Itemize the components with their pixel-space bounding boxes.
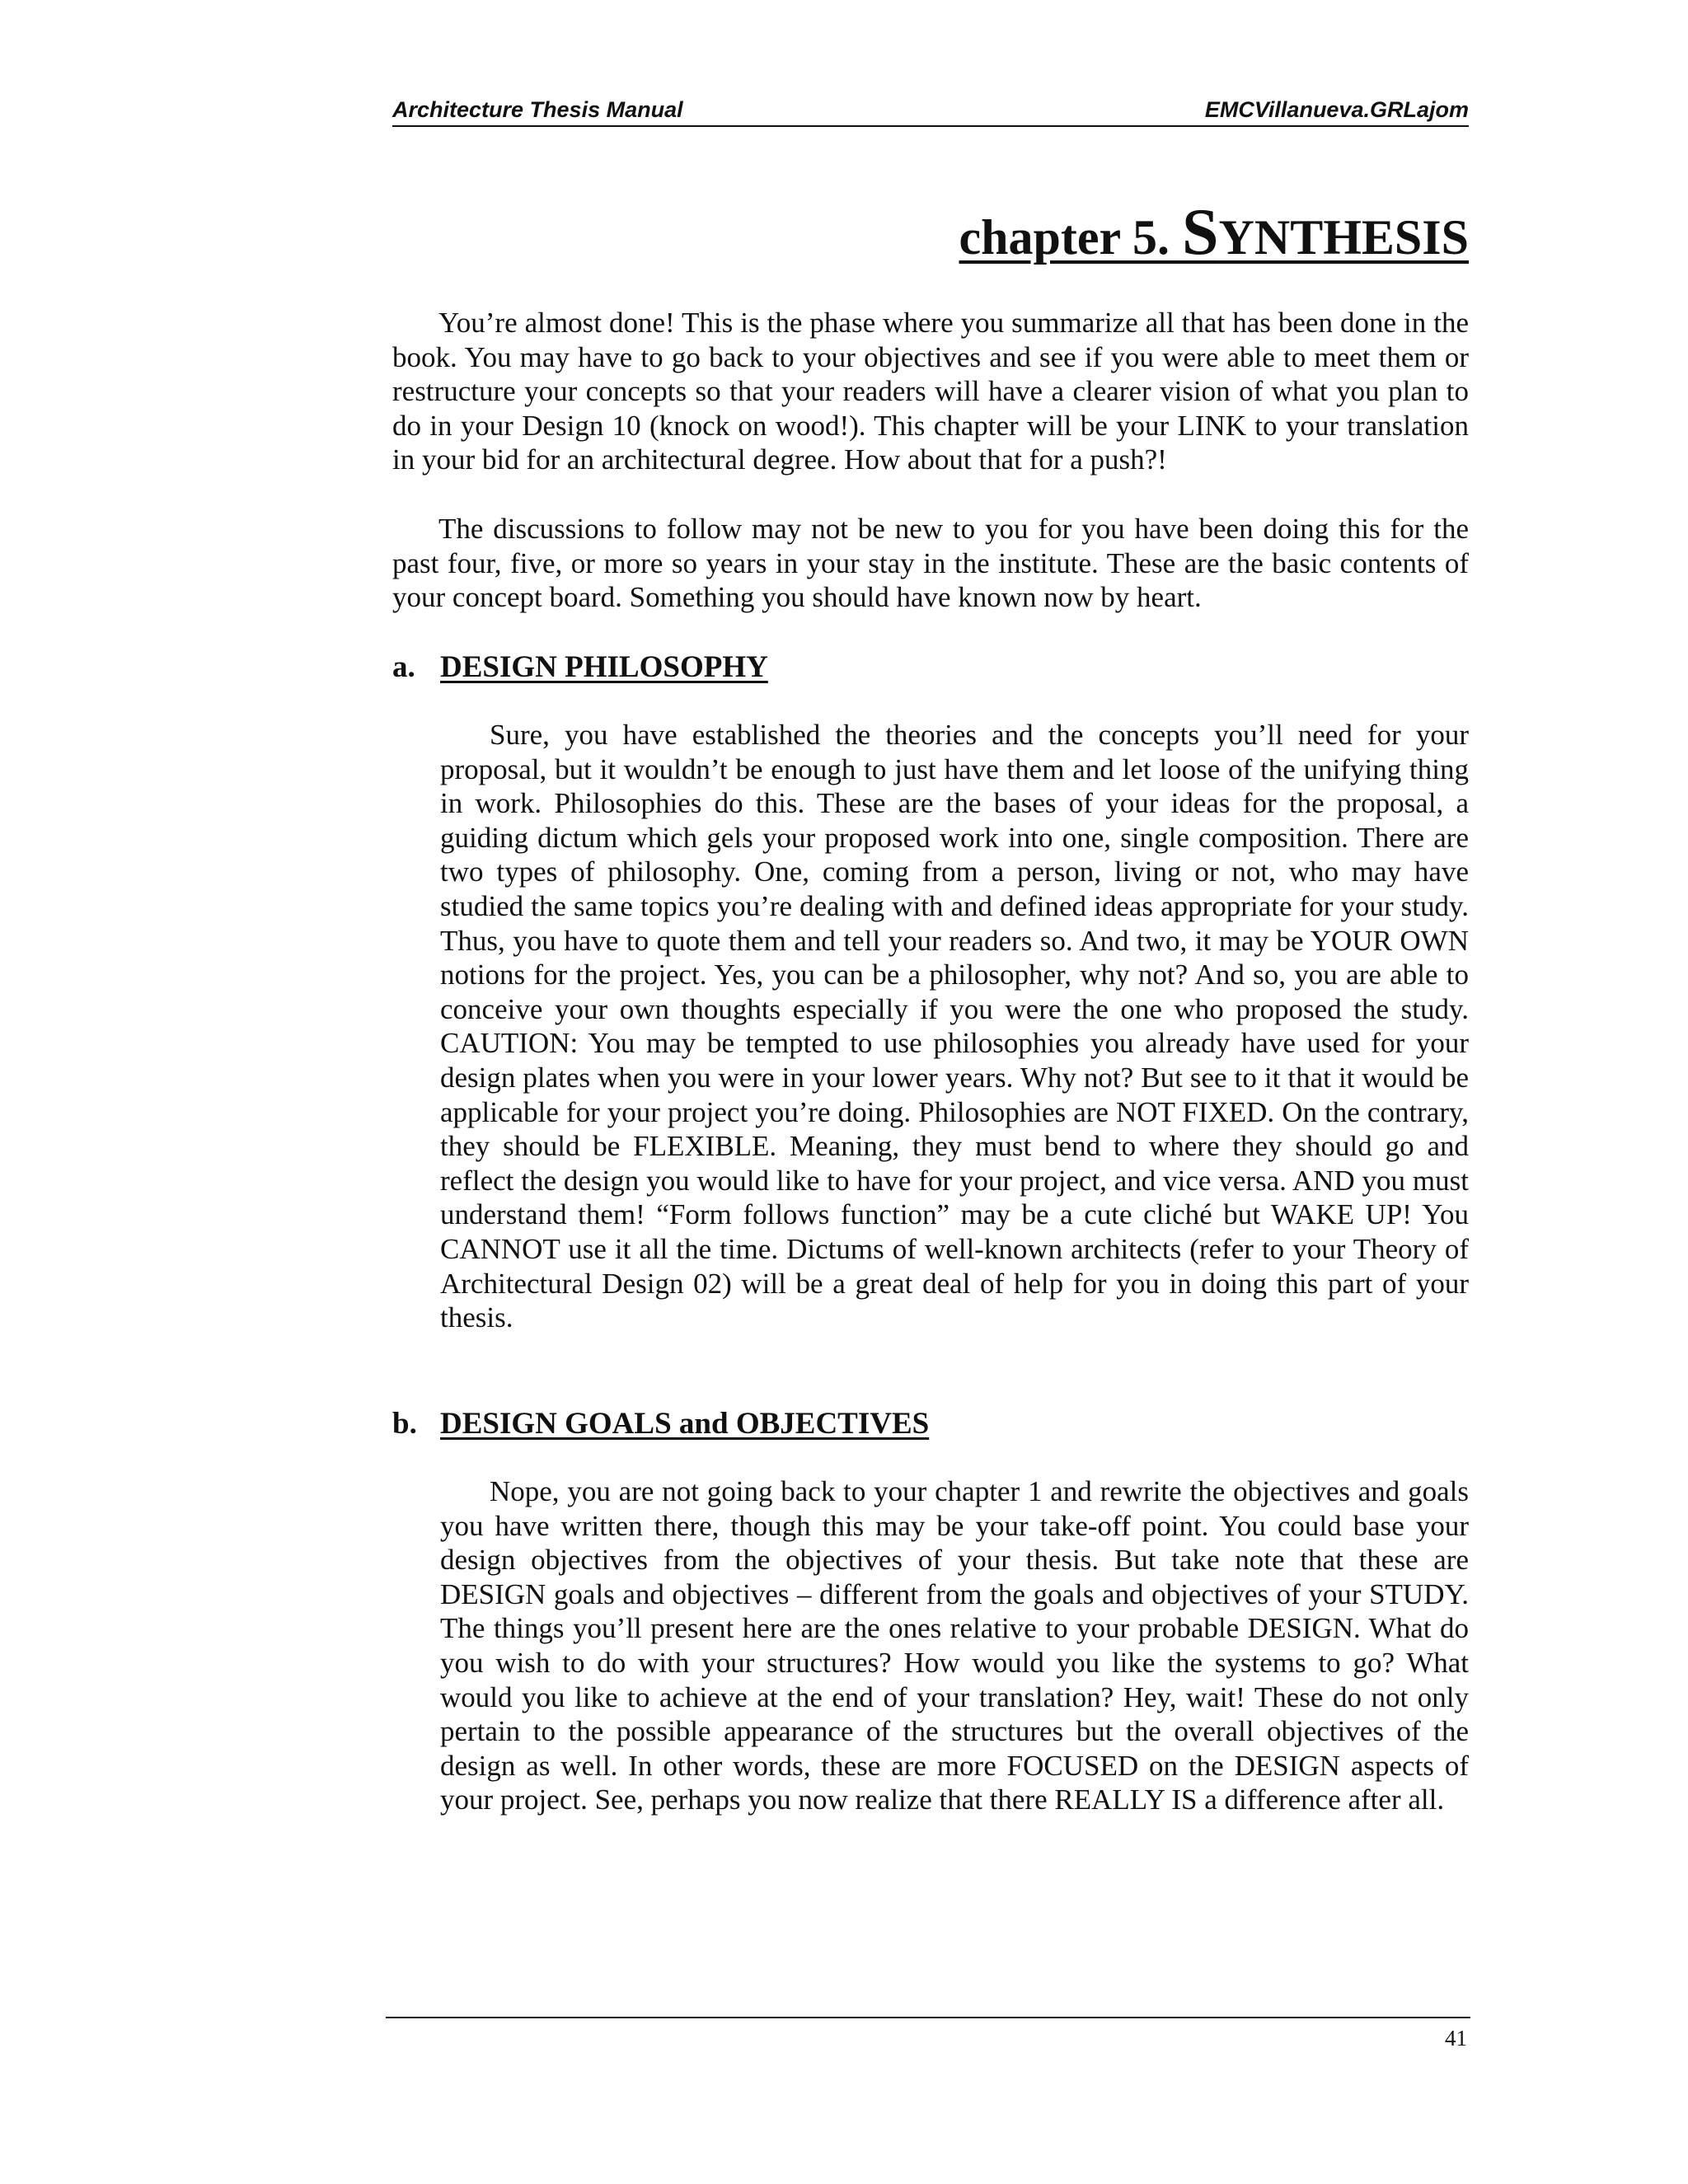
chapter-title xyxy=(959,196,1470,270)
footer-rule xyxy=(386,2017,1470,2018)
section-title: DESIGN GOALS and OBJECTIVES xyxy=(440,1407,930,1441)
intro-paragraph-1: You’re almost done! This is the phase where you summarize all that has been done in the book. You may have to go back to your objectives and see if you were able to meet them or restructure your concepts so that your readers will have a clearer vision of what you plan to do in your Design 10 (knock on wood!). This chapter will be your LINK to your translation in your bid for an architectural degree. How about that for a push?! xyxy=(392,307,1469,476)
section-marker: a. xyxy=(392,650,415,684)
intro-paragraph-2: The discussions to follow may not be new to you for you have been doing this for the past four, five, or more so years in your stay in the institute. These are the basic contents of your concept board. Something you should have known now by heart. xyxy=(392,513,1469,614)
chapter-prefix: chapter 5. xyxy=(959,210,1183,265)
section-heading-design-philosophy xyxy=(392,649,768,686)
section-marker: b. xyxy=(392,1407,417,1441)
section-body-design-philosophy: Sure, you have established the theories and the concepts you’ll need for your proposal, but it wouldn’t be enough to just have them and let loose of the unifying thing in work. Philosophies do this. These are the bases of your ideas for the proposal, a guiding dictum which gels your proposed work into one, single composition. There are two types of philosophy. One, coming from a person, living or not, who may have studied the same topics you’re dealing with and defined ideas appropriate for your study. Thus, you have to quote them and tell your readers so. And two, it may be YOUR OWN notions for the project. Yes, you can be a philosopher, why not? And so, you are able to conceive your own thoughts especially if you were the one who proposed the study. CAUTION: You may be tempted to use philosophies you already have used for your design plates when you were in your lower years. Why not? But see to it that it would be applicable for your project you’re doing. Philosophies are NOT FIXED. On the contrary, they should be FLEXIBLE. Meaning, they must bend to where they should go and reflect the design you would like to have for your project, and vice versa. AND you must understand them! “Form follows function” may be a cute cliché but WAKE UP! You CANNOT use it all the time. Dictums of well-known architects (refer to your Theory of Architectural Design 02) will be a great deal of help for you in doing this part of your thesis. xyxy=(440,719,1469,1334)
section-body-design-goals: Nope, you are not going back to your chapter 1 and rewrite the objectives and goals you have written there, though this may be your take-off point. You could base your design objectives from the objectives of your thesis. But take note that these are DESIGN goals and objectives – different from the goals and objectives of your STUDY. The things you’ll present here are the ones relative to your probable DESIGN. What do you wish to do with your structures? How would you like the systems to go? What would you like to achieve at the end of your translation? Hey, wait! These do not only pertain to the possible appearance of the structures but the overall objectives of the design as well. In other words, these are more FOCUSED on the DESIGN aspects of your project. See, perhaps you now realize that there REALLY IS a difference after all. xyxy=(440,1475,1469,1816)
section-heading-design-goals xyxy=(392,1406,929,1442)
page-number: 41 xyxy=(1445,2026,1467,2050)
header-title: Architecture Thesis Manual xyxy=(392,97,683,122)
header-authors: EMCVillanueva.GRLajom xyxy=(1204,97,1469,122)
running-header xyxy=(392,96,1469,127)
section-title: DESIGN PHILOSOPHY xyxy=(440,650,768,684)
chapter-title-rest: YNTHESIS xyxy=(1218,210,1469,265)
chapter-initial: S xyxy=(1182,196,1219,269)
